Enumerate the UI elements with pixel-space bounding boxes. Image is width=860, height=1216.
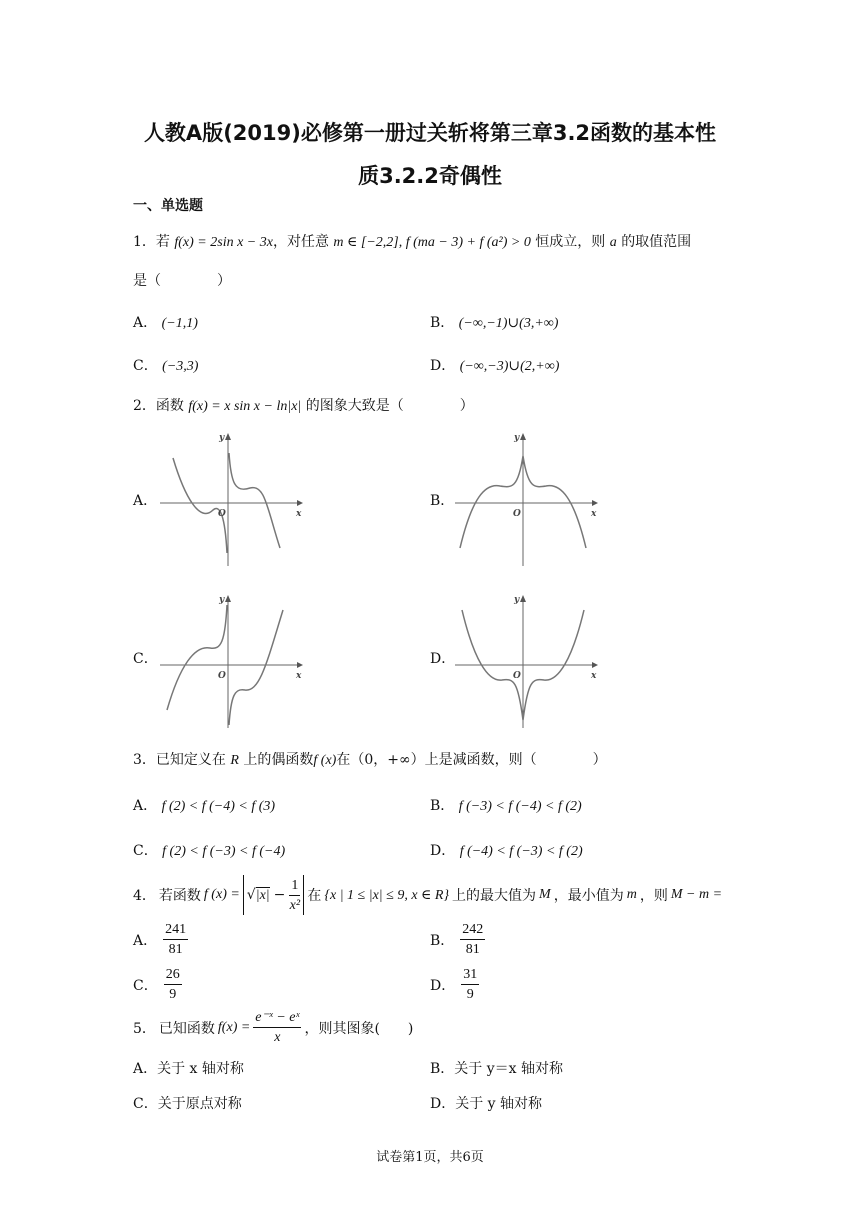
text: 上的偶函数 — [243, 752, 314, 768]
graph-option-a[interactable] — [155, 428, 305, 568]
option-5b[interactable]: B．关于 y＝x 轴对称 — [430, 1061, 563, 1077]
y-axis-arrow — [225, 595, 231, 602]
math-expression: f (x) — [313, 753, 337, 768]
math-expression: m ∈ [−2,2], f (ma − 3) + f (a²) > 0 — [333, 235, 531, 250]
question-2 — [133, 395, 474, 415]
text: ，则其图象( ) — [304, 1020, 414, 1037]
option-3a[interactable] — [133, 795, 275, 815]
math-expression: f(x) = x sin x − ln|x| — [188, 399, 302, 414]
x-axis-arrow — [592, 662, 598, 668]
math-expression: {x | 1 ≤ |x| ≤ 9, x ∈ R} — [324, 887, 450, 903]
fraction — [460, 920, 485, 959]
option-4b[interactable] — [430, 920, 485, 959]
question-1-cont: 是（ ） — [133, 273, 231, 289]
option-3c[interactable] — [133, 840, 285, 860]
option-value: f (−3) < f (−4) < f (2) — [458, 799, 582, 814]
denominator: x — [274, 1030, 281, 1045]
origin-label: O — [218, 671, 226, 681]
option-value: (−3,3) — [162, 359, 199, 374]
numerator: 242 — [460, 920, 485, 940]
fraction — [289, 876, 300, 915]
option-1c[interactable] — [133, 355, 198, 375]
denominator: x² — [289, 897, 301, 913]
origin-label: O — [218, 509, 226, 519]
option-value: f (2) < f (−4) < f (3) — [161, 799, 276, 814]
y-axis-arrow — [520, 595, 526, 602]
numerator: 241 — [163, 920, 188, 940]
option-label: D． — [430, 977, 456, 994]
option-3d[interactable] — [430, 840, 583, 860]
sqrt-sign-icon: √ — [246, 887, 256, 903]
option-label: B． — [430, 315, 455, 331]
text: 若 — [155, 234, 170, 250]
fraction — [461, 965, 479, 1004]
option-label: C． — [133, 843, 158, 859]
math-variable: a — [609, 235, 617, 250]
question-number: 1． — [133, 234, 156, 250]
question-1 — [133, 231, 691, 251]
option-label: B． — [430, 798, 455, 814]
text: 的取值范围 — [621, 234, 692, 250]
axis-label-x: x — [296, 671, 302, 681]
axis-label-y: y — [514, 595, 520, 605]
question-number: 2． — [133, 398, 156, 414]
x-axis-arrow — [592, 500, 598, 506]
option-5a[interactable]: A．关于 x 轴对称 — [133, 1061, 244, 1077]
page-footer: 试卷第1页，共6页 — [376, 1150, 484, 1165]
fraction — [163, 920, 188, 959]
origin-label: O — [513, 509, 521, 519]
numerator: 1 — [289, 876, 300, 896]
math-expression: M − m = — [670, 887, 723, 902]
text: 恒成立，则 — [535, 234, 606, 250]
numerator: e⁻ˣ − eˣ — [253, 1008, 301, 1028]
text: 若函数 — [158, 888, 201, 904]
math-variable: M — [539, 887, 551, 902]
question-5 — [133, 1008, 413, 1047]
axis-label-x: x — [296, 509, 302, 519]
option-value: f (2) < f (−3) < f (−4) — [162, 844, 286, 859]
question-number: 3． — [133, 752, 156, 768]
y-axis-arrow — [225, 433, 231, 440]
option-value: f (−4) < f (−3) < f (2) — [459, 844, 583, 859]
question-number: 5． — [133, 1020, 156, 1037]
math-expression: f(x) = 2sin x − 3x — [174, 235, 273, 250]
option-label: C． — [133, 977, 158, 994]
option-5c[interactable]: C．关于原点对称 — [133, 1096, 242, 1112]
text: 函数 — [155, 398, 184, 414]
x-axis-arrow — [297, 662, 303, 668]
math-variable: m — [626, 887, 637, 902]
option-value: (−∞,−1)∪(3,+∞) — [458, 316, 559, 331]
abs-expression — [243, 875, 305, 915]
math-variable: R — [230, 753, 239, 768]
option-value: (−∞,−3)∪(2,+∞) — [459, 359, 560, 374]
option-label: D． — [430, 843, 456, 859]
question-3 — [133, 749, 607, 769]
option-label: A． — [133, 932, 158, 949]
option-label: A． — [133, 315, 158, 331]
text: 的图象大致是（ ） — [305, 398, 474, 414]
denominator: 9 — [466, 987, 474, 1002]
text: ，最小值为 — [553, 888, 624, 904]
y-axis-arrow — [520, 433, 526, 440]
numerator: 26 — [164, 965, 182, 985]
text: ，对任意 — [272, 234, 329, 250]
option-label: A． — [133, 798, 158, 814]
text: 在 — [307, 888, 322, 904]
minus-sign: − — [273, 887, 286, 903]
option-2a-label[interactable]: A． — [133, 493, 158, 509]
option-label: C． — [133, 358, 158, 374]
numerator: 31 — [461, 965, 479, 985]
option-3b[interactable] — [430, 795, 582, 815]
denominator: 81 — [168, 942, 183, 957]
text: 上的最大值为 — [452, 888, 537, 904]
option-label: B． — [430, 932, 455, 949]
math-expression: f(x) = — [217, 1019, 251, 1035]
graph-option-d[interactable] — [450, 590, 600, 730]
text: 已知函数 — [158, 1020, 215, 1037]
graph-option-c[interactable] — [155, 590, 305, 730]
x-axis-arrow — [297, 500, 303, 506]
question-4 — [133, 875, 722, 915]
option-4d[interactable] — [430, 965, 479, 1004]
axis-label-y: y — [219, 595, 225, 605]
option-1b[interactable] — [430, 312, 558, 332]
text: ，则 — [639, 888, 668, 904]
axis-label-y: y — [219, 433, 225, 443]
text: 已知定义在 — [155, 752, 226, 768]
option-1a[interactable] — [133, 312, 198, 332]
sqrt-content: |x| — [255, 887, 270, 903]
axis-label-x: x — [591, 509, 597, 519]
option-4a[interactable] — [133, 920, 188, 959]
fraction — [253, 1008, 301, 1047]
option-5d[interactable]: D．关于 y 轴对称 — [430, 1096, 543, 1112]
page-title-line2: 质3.2.2奇偶性 — [358, 164, 502, 188]
option-2d-label[interactable]: D． — [430, 651, 456, 667]
page-title-line1: 人教A版(2019)必修第一册过关斩将第三章3.2函数的基本性 — [143, 121, 717, 145]
section-heading: 一、单选题 — [133, 198, 203, 214]
option-value: (−1,1) — [161, 316, 198, 331]
option-4c[interactable] — [133, 965, 182, 1004]
option-2b-label[interactable]: B． — [430, 493, 455, 509]
math-expression: f (x) = — [203, 887, 240, 902]
option-1d[interactable] — [430, 355, 559, 375]
axis-label-y: y — [514, 433, 520, 443]
denominator: 81 — [465, 942, 480, 957]
denominator: 9 — [169, 987, 177, 1002]
fraction — [164, 965, 182, 1004]
text: 在（0，+∞）上是减函数，则（ ） — [336, 752, 607, 768]
option-label: D． — [430, 358, 456, 374]
graph-option-b[interactable] — [450, 428, 600, 568]
question-number: 4． — [133, 888, 156, 904]
origin-label: O — [513, 671, 521, 681]
option-2c-label[interactable]: C． — [133, 651, 158, 667]
axis-label-x: x — [591, 671, 597, 681]
